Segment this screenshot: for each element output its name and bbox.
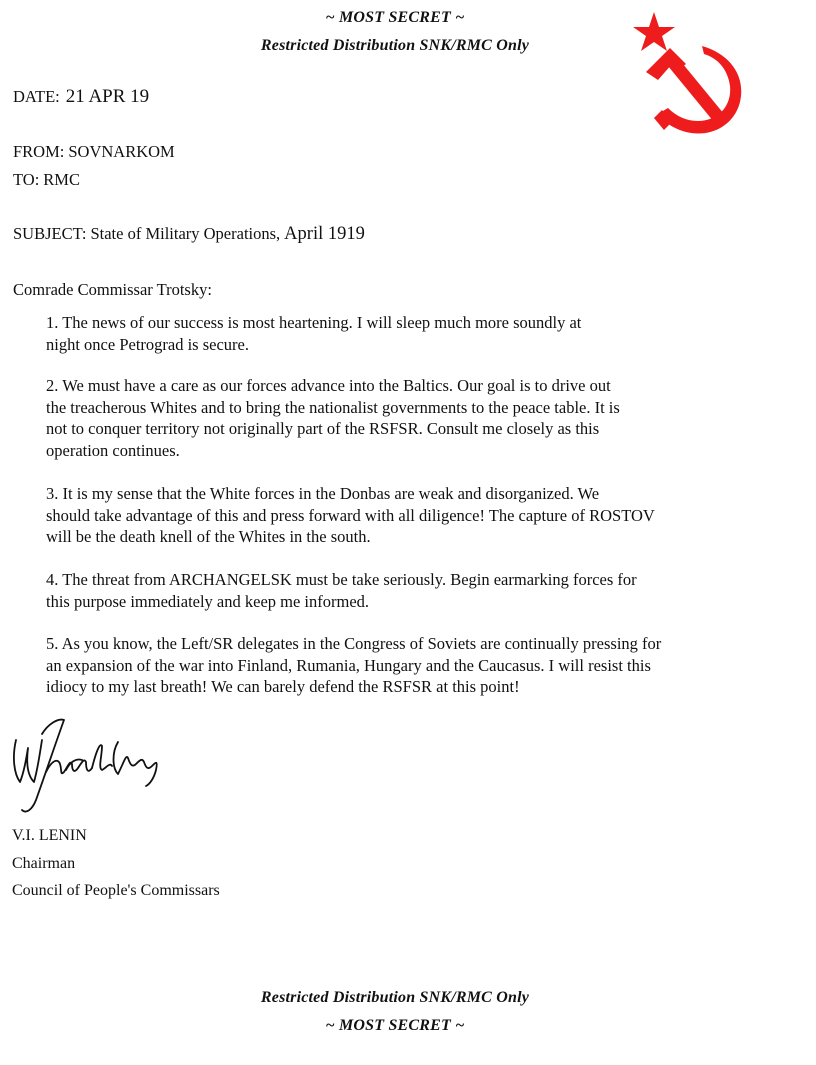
date-label: DATE:	[13, 87, 60, 106]
date-line	[13, 86, 149, 108]
to-value: RMC	[43, 170, 80, 189]
signatory-name: V.I. LENIN	[12, 827, 87, 844]
handwritten-signature	[6, 712, 166, 822]
to-line	[13, 170, 80, 190]
subject-date: April 1919	[284, 224, 365, 244]
paragraph-1: 1. The news of our success is most heartening. I will sleep much more soundly at night once Petrograd is secure.	[46, 313, 582, 354]
header-distribution: Restricted Distribution SNK/RMC Only	[260, 37, 530, 54]
signatory-title: Chairman	[12, 855, 76, 872]
paragraph-2: 2. We must have a care as our forces advance into the Baltics. Our goal is to drive out the treacherous Whites and to bring the nationalist governments to the peace table. It is not to conquer territory not originally part of the RSFSR. Consult me closely as this operation continues.	[46, 376, 620, 460]
from-value: SOVNARKOM	[68, 142, 175, 161]
footer-classification: ~ MOST SECRET ~	[325, 1017, 465, 1034]
from-line	[13, 142, 175, 162]
subject-label: SUBJECT:	[13, 224, 87, 243]
subject-line	[13, 224, 365, 245]
footer-distribution: Restricted Distribution SNK/RMC Only	[260, 989, 530, 1006]
header-classification: ~ MOST SECRET ~	[325, 9, 465, 26]
signatory-organization: Council of People's Commissars	[12, 882, 220, 899]
to-label: TO:	[13, 170, 40, 189]
date-value: 21 APR 19	[65, 86, 150, 107]
paragraph-3: 3. It is my sense that the White forces in the Donbas are weak and disorganized. We should take advantage of this and press forward with all diligence! The capture of ROSTOV will be the death knell of the Whites in the south.	[46, 484, 655, 546]
subject-value: State of Military Operations,	[90, 224, 281, 243]
greeting: Comrade Commissar Trotsky:	[13, 280, 212, 299]
from-label: FROM:	[13, 142, 65, 161]
paragraph-4: 4. The threat from ARCHANGELSK must be take seriously. Begin earmarking forces for this purpose immediately and keep me informed.	[46, 570, 637, 611]
hammer-and-sickle-icon	[628, 10, 758, 140]
paragraph-5: 5. As you know, the Left/SR delegates in the Congress of Soviets are continually pressing for an expansion of the war into Finland, Rumania, Hungary and the Caucasus. I will resist this idiocy to my last breath! We can barely defend the RSFSR at this point!	[46, 634, 662, 696]
